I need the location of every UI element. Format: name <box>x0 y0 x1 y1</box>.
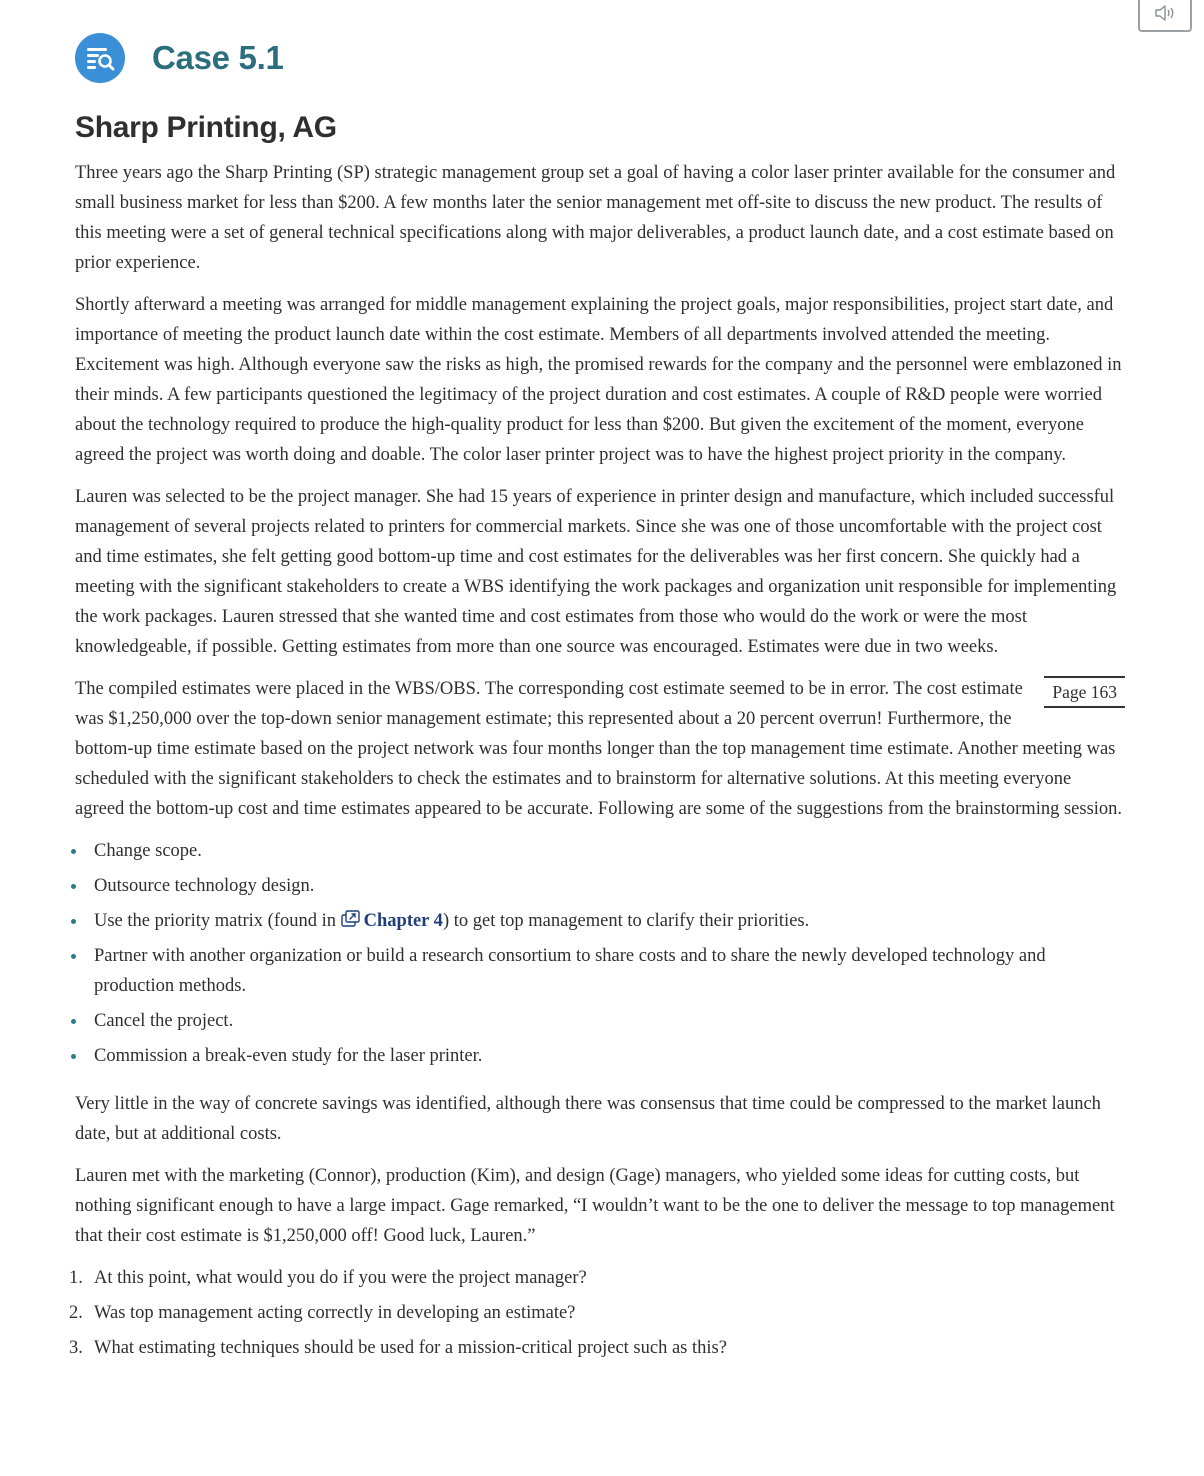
page-marker: Page 163 <box>1044 676 1125 708</box>
chapter-link-label: Chapter 4 <box>363 911 443 931</box>
question-text: At this point, what would you do if you were the project manager? <box>94 1268 587 1288</box>
case-title: Sharp Printing, AG <box>75 111 337 144</box>
case-header <box>75 33 284 83</box>
list-item: Cancel the project. <box>75 1006 1125 1036</box>
case-body <box>69 158 1125 1368</box>
paragraph: Lauren was selected to be the project manager. She had 15 years of experience in printer design and manufacture, which included successful management of several projects related to printers for commercial markets. Since she was one of those uncomfortable with the project cost and time estimates, she felt getting good bottom-up time and cost estimates for the deliverables was her first concern. She quickly had a meeting with the significant stakeholders to create a WBS identifying the work packages and organization unit responsible for implementing the work packages. Lauren stressed that she wanted time and cost estimates from those who would do the work or were the most knowledgeable, if possible. Getting estimates from more than one source was encouraged. Estimates were due in two weeks. <box>75 487 1117 657</box>
question-item <box>69 1333 1125 1363</box>
question-number: 1. <box>69 1268 83 1288</box>
paragraph: Shortly afterward a meeting was arranged for middle management explaining the project goals, major responsibilities, project start date, and importance of meeting the product launch date within the cost estimate. Members of all departments involved attended the meeting. Excitement was high. Although everyone saw the risks as high, the promised rewards for the company and the personnel were emblazoned in their minds. A few participants questioned the legitimacy of the project duration and cost estimates. A couple of R&D people were worried about the technology required to produce the high-quality product for less than $200. But given the excitement of the moment, everyone agreed the project was worth doing and doable. The color laser printer project was to have the highest project priority in the company. <box>75 295 1122 465</box>
read-aloud-button[interactable] <box>1138 0 1192 32</box>
list-item: Commission a break-even study for the laser printer. <box>75 1041 1125 1071</box>
paragraph: Three years ago the Sharp Printing (SP) strategic management group set a goal of having a color laser printer available for the consumer and small business market for less than $200. A few months later the senior management met off-site to discuss the new product. The results of this meeting were a set of general technical specifications along with major deliverables, a product launch date, and a cost estimate based on prior experience. <box>75 163 1116 273</box>
list-item-text: ) to get top management to clarify their priorities. <box>442 911 810 931</box>
paragraph-text: The compiled estimates were placed in the WBS/OBS. The corresponding cost estimate seemed to be in error. The cost estimate was $1,250,000 over the top-down senior management estimate; this represented about a 20 percent overrun! Furthermore, the bottom-up time estimate based on the project network was four months longer than the top management time estimate. Another meeting was scheduled with the significant stakeholders to check the estimates and to brainstorm for alternative solutions. At this meeting everyone agreed the bottom-up cost and time estimates appeared to be accurate. Following are some of the suggestions from the brainstorming session. <box>75 679 1123 819</box>
paragraph: Lauren met with the marketing (Connor), production (Kim), and design (Gage) managers, who yielded some ideas for cutting costs, but nothing significant enough to have a large impact. Gage remarked, “I wouldn’t want to be the one to deliver the message to top management that their cost estimate is $1,250,000 off! Good luck, Lauren.” <box>75 1166 1115 1246</box>
case-search-icon <box>75 33 125 83</box>
question-number: 2. <box>69 1303 83 1323</box>
external-link-icon <box>341 910 361 928</box>
list-item: Outsource technology design. <box>75 871 1125 901</box>
question-text: Was top management acting correctly in developing an estimate? <box>94 1303 576 1323</box>
list-item-text: Use the priority matrix (found in <box>94 911 341 931</box>
suggestions-list <box>75 836 1125 1071</box>
list-item <box>75 906 1125 936</box>
paragraph <box>75 674 1125 824</box>
list-item: Change scope. <box>75 836 1125 866</box>
list-item: Partner with another organization or build a research consortium to share costs and to share the newly developed technology and production methods. <box>75 941 1125 1001</box>
case-label: Case 5.1 <box>152 39 284 76</box>
question-number: 3. <box>69 1338 83 1358</box>
chapter-4-link[interactable] <box>341 911 443 931</box>
question-item <box>69 1263 1125 1293</box>
questions-list <box>69 1263 1125 1363</box>
paragraph: Very little in the way of concrete savings was identified, although there was consensus that time could be compressed to the market launch date, but at additional costs. <box>75 1094 1101 1144</box>
speaker-icon <box>1154 5 1176 21</box>
question-text: What estimating techniques should be used for a mission-critical project such as this? <box>94 1338 727 1358</box>
question-item <box>69 1298 1125 1328</box>
